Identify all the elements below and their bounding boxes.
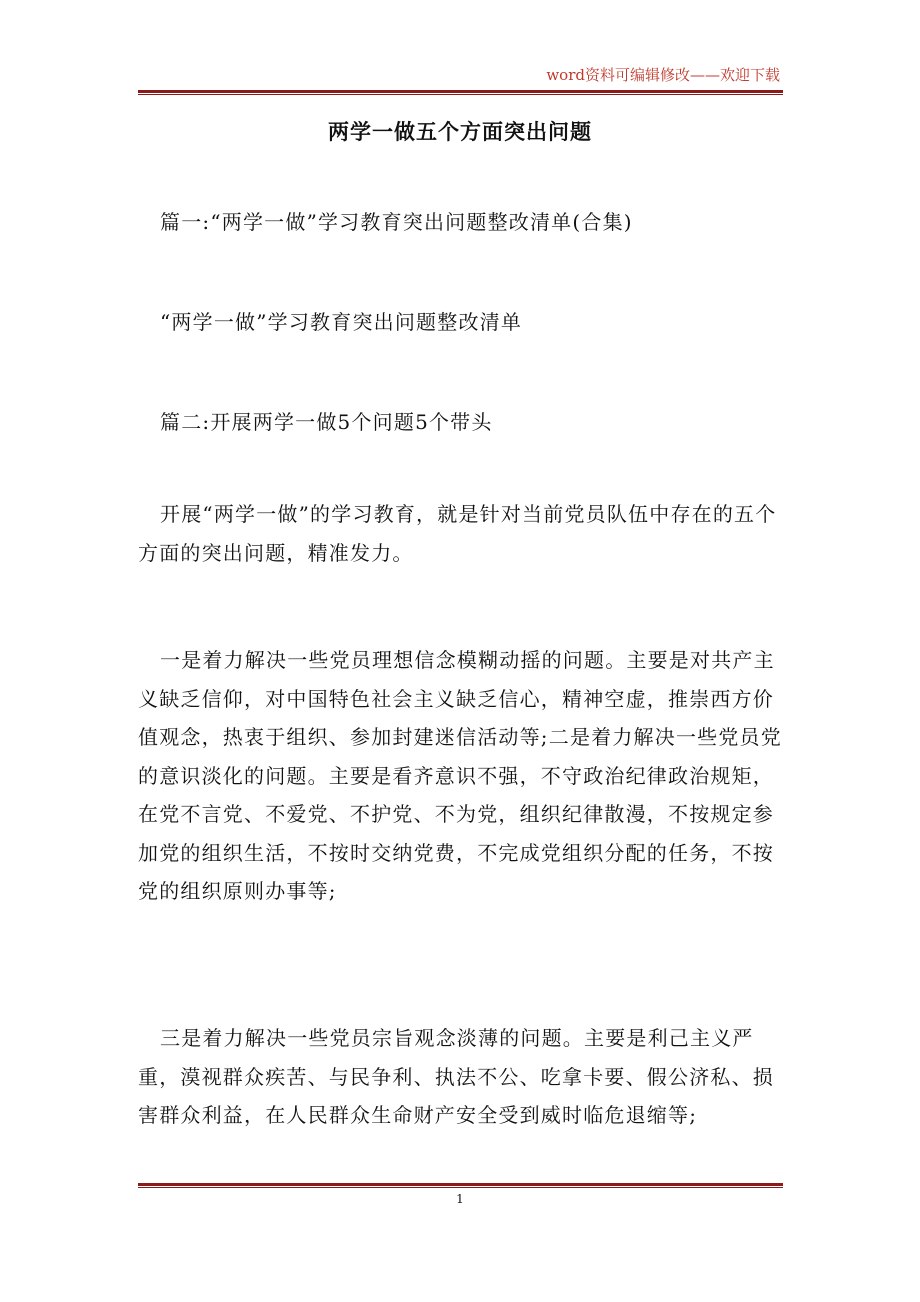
paragraph-3: 篇二:开展两学一做5个问题5个带头: [160, 410, 493, 434]
paragraph-2: “两学一做”学习教育突出问题整改清单: [160, 310, 523, 334]
paragraph-4: 开展“两学一做”的学习教育，就是针对当前党员队伍中存在的五个方面的突出问题，精准发力。: [138, 502, 777, 565]
header-text: word资料可编辑修改——欢迎下载: [546, 66, 780, 84]
paragraph-6: 三是着力解决一些党员宗旨观念淡薄的问题。主要是利己主义严重，漠视群众疾苦、与民争利、执法不公、吃拿卡要、假公济私、损害群众利益，在人民群众生命财产安全受到威时临危退缩等;: [138, 1026, 774, 1127]
document-title: 两学一做五个方面突出问题: [328, 120, 592, 144]
paragraph-1: 篇一:“两学一做”学习教育突出问题整改清单(合集): [160, 210, 633, 234]
footer-rule: [138, 1183, 783, 1188]
paragraph-5: 一是着力解决一些党员理想信念模糊动摇的问题。主要是对共产主义缺乏信仰，对中国特色社会主义缺乏信心，精神空虚，推崇西方价值观念，热衷于组织、参加封建迷信活动等;二是着力解决一些党员党的意识淡化的问题。主要是看齐意识不强，不守政治纪律政治规矩，在党不言党、不爱党、不护党、不为党，组织纪律散漫，不按规定参加党的组织生活，不按时交纳党费，不完成党组织分配的任务，不按党的组织原则办事等;: [138, 648, 782, 903]
header-rule: [138, 90, 783, 95]
page-number: 1: [456, 1192, 464, 1206]
